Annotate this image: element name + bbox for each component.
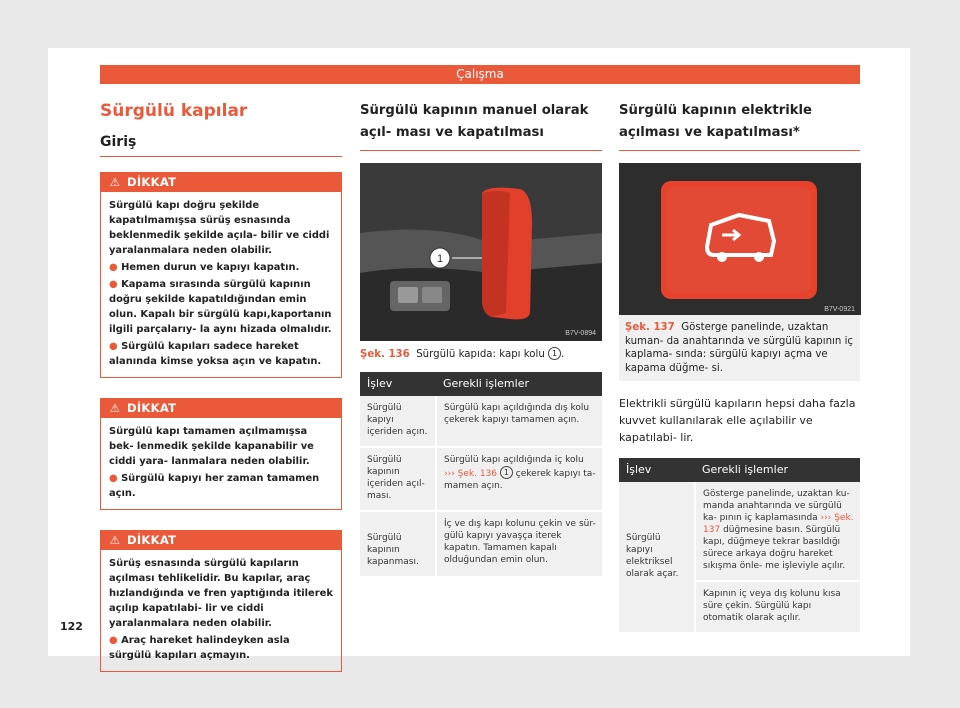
door-handle-illustration bbox=[360, 163, 602, 341]
page-number: 122 bbox=[60, 620, 83, 633]
column-manual bbox=[360, 100, 602, 578]
figure-caption: Şek. 136 Sürgülü kapıda: kapı kolu 1 . bbox=[360, 349, 565, 360]
warning-header bbox=[101, 531, 341, 550]
warning-icon: ⚠ bbox=[109, 401, 121, 415]
figure-button bbox=[619, 163, 861, 315]
warning-icon: ⚠ bbox=[109, 533, 121, 547]
warning-header bbox=[101, 173, 341, 192]
warning-label: DİKKAT bbox=[127, 175, 177, 189]
warning-bullet: ● Hemen durun ve kapıyı kapatın. bbox=[109, 262, 300, 273]
column-electric bbox=[619, 100, 860, 634]
electric-table bbox=[619, 458, 860, 634]
table-row: Sürgülü kapıyı elektriksel olarak açar. Gösterge panelinde, uzaktan ku- manda anahtarında ve sürgülü ka- pının iç kaplamasında ››› Şek. 137 düğmesine basın. Sürgülü kapı, düğmeye tekrar basıldığı sürece arkaya doğru hareket sıkışma önle- me işleviyle açılır. bbox=[619, 482, 860, 581]
figure-code: B7V-0894 bbox=[565, 330, 596, 337]
table-header: Gerekli işlemler bbox=[436, 372, 602, 396]
table-header: İşlev bbox=[619, 458, 695, 482]
warning-bullet: ● Kapama sırasında sürgülü kapının doğru şekilde kapatıldığından emin olun. Kapalı bir sürgülü kapı,kaportanın ilgili parçalarıy- la aynı hizada olmalıdır. bbox=[109, 279, 332, 335]
section-title: Sürgülü kapının elektrikle açılması ve kapatılması* bbox=[619, 100, 860, 151]
warning-label: DİKKAT bbox=[127, 533, 177, 547]
page-title: Sürgülü kapılar bbox=[100, 101, 248, 121]
warning-icon: ⚠ bbox=[109, 175, 121, 189]
table-row: Sürgülü kapıyı içeriden açın. Sürgülü kapı açıldığında dış kolu çekerek kapıyı tamamen açın. bbox=[360, 396, 602, 447]
subtitle: Giriş bbox=[100, 134, 342, 157]
table-row: Sürgülü kapının kapanması. İç ve dış kapı kolunu çekin ve sür- gülü kapıyı yavaşça iterek kapatın. Tamamen kapalı olduğundan emin olun. bbox=[360, 511, 602, 577]
manual-table bbox=[360, 372, 602, 578]
warning-box-2 bbox=[100, 398, 342, 510]
warning-bullet: ● Araç hareket halindeyken asla sürgülü kapıları açmayın. bbox=[109, 635, 290, 661]
figure-door-handle bbox=[360, 163, 602, 341]
body-text: Elektrikli sürgülü kapıların hepsi daha fazla kuvvet kullanılarak elle açılabilir ve kapatılabi- lir. bbox=[619, 397, 856, 444]
warning-box-1 bbox=[100, 172, 342, 378]
table-header: İşlev bbox=[360, 372, 436, 396]
section-header: Çalışma bbox=[100, 65, 860, 84]
table-header: Gerekli işlemler bbox=[695, 458, 860, 482]
figure-link[interactable]: ››› Şek. 137 bbox=[703, 513, 854, 535]
warning-text: Sürgülü kapı tamamen açılmamışsa bek- lenmedik şekilde kapanabilir ve ciddi yara- lanmalara neden olabilir. bbox=[109, 426, 314, 467]
warning-bullet: ● Sürgülü kapıyı her zaman tamamen açın. bbox=[109, 473, 320, 499]
warning-label: DİKKAT bbox=[127, 401, 177, 415]
section-title: Sürgülü kapının manuel olarak açıl- ması ve kapatılması bbox=[360, 100, 602, 151]
figure-link[interactable]: ››› Şek. 136 bbox=[444, 468, 498, 479]
figure-code: B7V-0921 bbox=[824, 306, 855, 313]
warning-box-3 bbox=[100, 530, 342, 672]
warning-text: Sürgülü kapı doğru şekilde kapatılmamışsa sürüş esnasında beklenmedik şekilde açıla- bilir ve ciddi yaralanmalara neden olabilir. bbox=[109, 200, 330, 256]
door-button-illustration bbox=[619, 163, 860, 315]
column-intro bbox=[100, 100, 342, 672]
warning-header bbox=[101, 399, 341, 418]
callout-1: 1 bbox=[436, 253, 444, 265]
table-row: Kapının iç veya dış kolunu kısa süre çekin. Sürgülü kapı otomatik olarak açılır. bbox=[619, 581, 860, 633]
warning-text: Sürüş esnasında sürgülü kapıların açılması tehlikelidir. Bu kapılar, araç hızlandığında ve fren yaptığında itilerek açılıp kapatılabi- lir ve ciddi yaralanmalara neden olabilir. bbox=[109, 558, 333, 629]
figure-caption: Şek. 137 Gösterge panelinde, uzaktan kuman- da anahtarında ve sürgülü kapının iç kaplama- sında: sürgülü kapıyı açma ve kapama düğme- si. bbox=[619, 315, 860, 381]
table-row: Sürgülü kapının içeriden açıl- ması. Sürgülü kapı açıldığında iç kolu ››› Şek. 136 1 çekerek kapıyı ta- mamen açın. bbox=[360, 447, 602, 511]
warning-bullet: ● Sürgülü kapıları sadece hareket alanında kimse yoksa açın ve kapatın. bbox=[109, 341, 322, 367]
